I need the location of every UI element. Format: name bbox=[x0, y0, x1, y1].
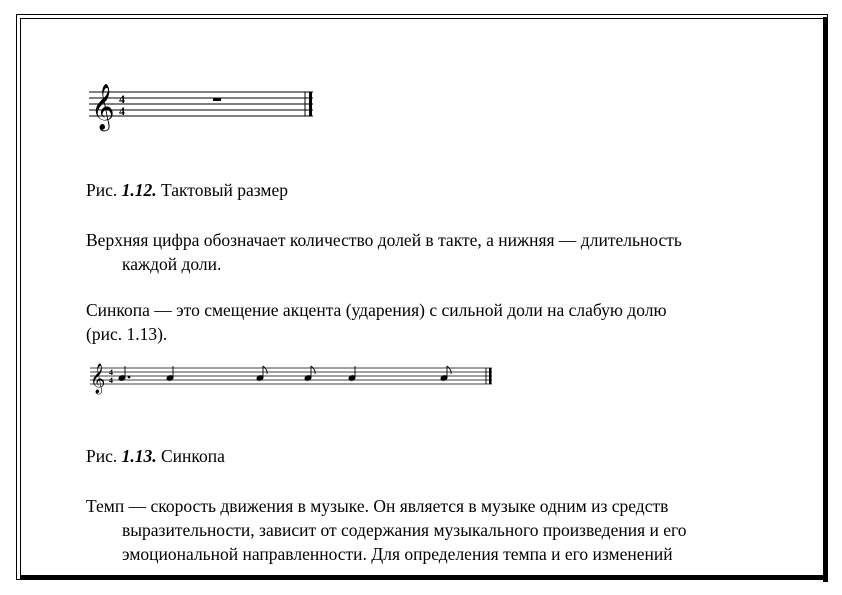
paragraph-tempo bbox=[86, 494, 687, 566]
figure-caption-1-12 bbox=[86, 178, 288, 202]
paragraph-line: эмоциональной направленности. Для определения темпа и его изменений bbox=[122, 544, 673, 564]
caption-prefix: Рис. bbox=[86, 446, 118, 466]
caption-prefix: Рис. bbox=[86, 180, 118, 200]
paragraph-line: (рис. 1.13). bbox=[86, 324, 168, 344]
caption-number: 1.13. bbox=[121, 446, 157, 466]
barline-thick bbox=[309, 92, 312, 116]
caption-title: Тактовый размер bbox=[161, 180, 288, 200]
caption-title: Синкопа bbox=[161, 446, 225, 466]
figure-caption-1-13 bbox=[86, 444, 225, 468]
paragraph-line: Синкопа — это смещение акцента (ударения) с сильной доли на слабую долю bbox=[86, 300, 667, 320]
time-signature-bottom: 4 bbox=[119, 104, 125, 118]
page-frame-shadow-bottom bbox=[20, 575, 828, 580]
time-signature-top: 4 bbox=[119, 92, 125, 106]
paragraph-line: Темп — скорость движения в музыке. Он является в музыке одним из средств bbox=[86, 496, 669, 516]
treble-clef-icon: 𝄞 bbox=[90, 364, 106, 394]
time-signature-top: 4 bbox=[109, 368, 113, 377]
paragraph-time-signature bbox=[86, 228, 682, 276]
barline-thick bbox=[489, 368, 492, 384]
half-rest bbox=[213, 98, 221, 101]
paragraph-syncopation bbox=[86, 298, 667, 346]
paragraph-line: каждой доли. bbox=[122, 254, 222, 274]
caption-number: 1.12. bbox=[121, 180, 157, 200]
staff-time-signature bbox=[85, 78, 325, 138]
staff-syncopation bbox=[88, 358, 498, 398]
page-frame-shadow-right bbox=[823, 17, 828, 582]
time-signature-bottom: 4 bbox=[109, 376, 113, 385]
paragraph-line: Верхняя цифра обозначает количество долей в такте, а нижняя — длительность bbox=[86, 230, 682, 250]
paragraph-line: выразительности, зависит от содержания музыкального произведения и его bbox=[122, 520, 687, 540]
treble-clef-icon: 𝄞 bbox=[91, 84, 115, 130]
